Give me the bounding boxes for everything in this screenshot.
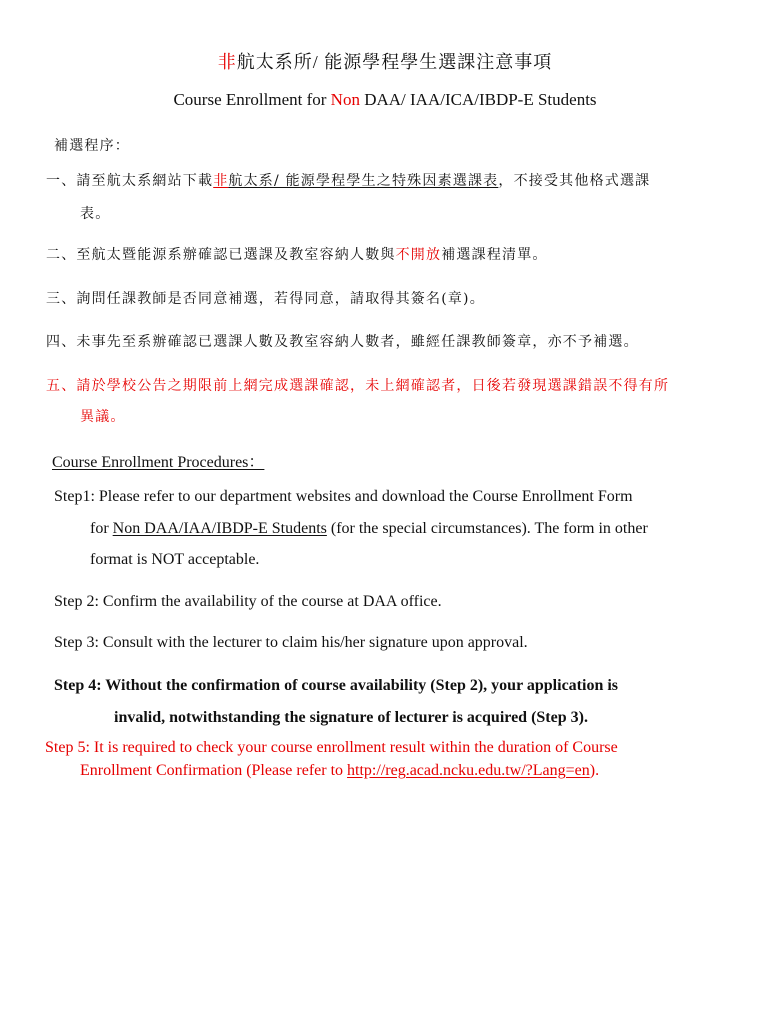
title-en-text-a: Course Enrollment for [173,90,331,109]
zh-item-1-form-name: 航太系/ 能源學程學生之特殊因素選課表 [228,173,499,189]
title-en-red-text: Non [330,90,360,109]
zh-item-1-cont: 表。 [80,206,111,222]
step-5-line-2 [80,762,599,780]
step-1-text-pre: for [90,520,113,537]
zh-item-5: 五、請於學校公告之期限前上網完成選課確認，未上網確認者，日後若發現選課錯誤不得有所 [46,378,670,394]
step-1-form-link[interactable]: Non DAA/IAA/IBDP-E Students [112,520,327,537]
step-5-line-1: Step 5: It is required to check your course enrollment result within the duration of Course [45,739,618,756]
zh-item-4: 四、未事先至系辦確認已選課人數及教室容納人數者，雖經任課教師簽章，亦不予補選。 [46,334,639,350]
page-title-zh [0,48,770,74]
step-5-text-post: ). [589,762,600,779]
zh-item-1-red-text: 非 [213,173,229,189]
zh-item-3: 三、詢問任課教師是否同意補選，若得同意，請取得其簽名(章)。 [46,291,485,307]
title-zh-text: 航太系所/ 能源學程學生選課注意事項 [236,52,553,72]
title-zh-red-text: 非 [217,52,237,72]
en-section-heading: Course Enrollment Procedures： [52,454,265,471]
step-1-line-3: format is NOT acceptable. [90,551,260,568]
zh-item-2-red-text: 不開放 [395,247,442,263]
page-title-en [0,90,770,110]
title-en-text-b: DAA/ IAA/ICA/IBDP-E Students [359,90,597,109]
step-1-line-1: Step1: Please refer to our department websites and download the Course Enrollment Form [54,488,633,505]
step-1-text-post: (for the special circumstances). The form in other [326,520,648,537]
zh-item-2 [46,244,548,264]
step-5-text-pre: Enrollment Confirmation (Please refer to [80,762,348,779]
step-4-line-2: invalid, notwithstanding the signature of lecturer is acquired (Step 3). [114,709,588,726]
zh-item-5-cont: 異議。 [80,409,126,425]
zh-item-1-text-a: 一、請至航太系網站下載 [46,173,214,189]
zh-item-2-text-b: 補選課程清單。 [441,247,548,263]
zh-item-1-text-b: ，不接受其他格式選課 [498,173,651,189]
zh-item-1 [46,170,650,190]
zh-section-heading: 補選程序： [54,138,130,154]
zh-item-2-text-a: 二、至航太暨能源系辦確認已選課及教室容納人數與 [46,247,396,263]
step-4-line-1: Step 4: Without the confirmation of course availability (Step 2), your application is [54,677,619,694]
step-3: Step 3: Consult with the lecturer to claim his/her signature upon approval. [54,634,528,651]
step-1-line-2 [90,520,648,538]
registration-link[interactable]: http://reg.acad.ncku.edu.tw/?Lang=en [347,762,590,779]
step-2: Step 2: Confirm the availability of the course at DAA office. [54,593,442,610]
